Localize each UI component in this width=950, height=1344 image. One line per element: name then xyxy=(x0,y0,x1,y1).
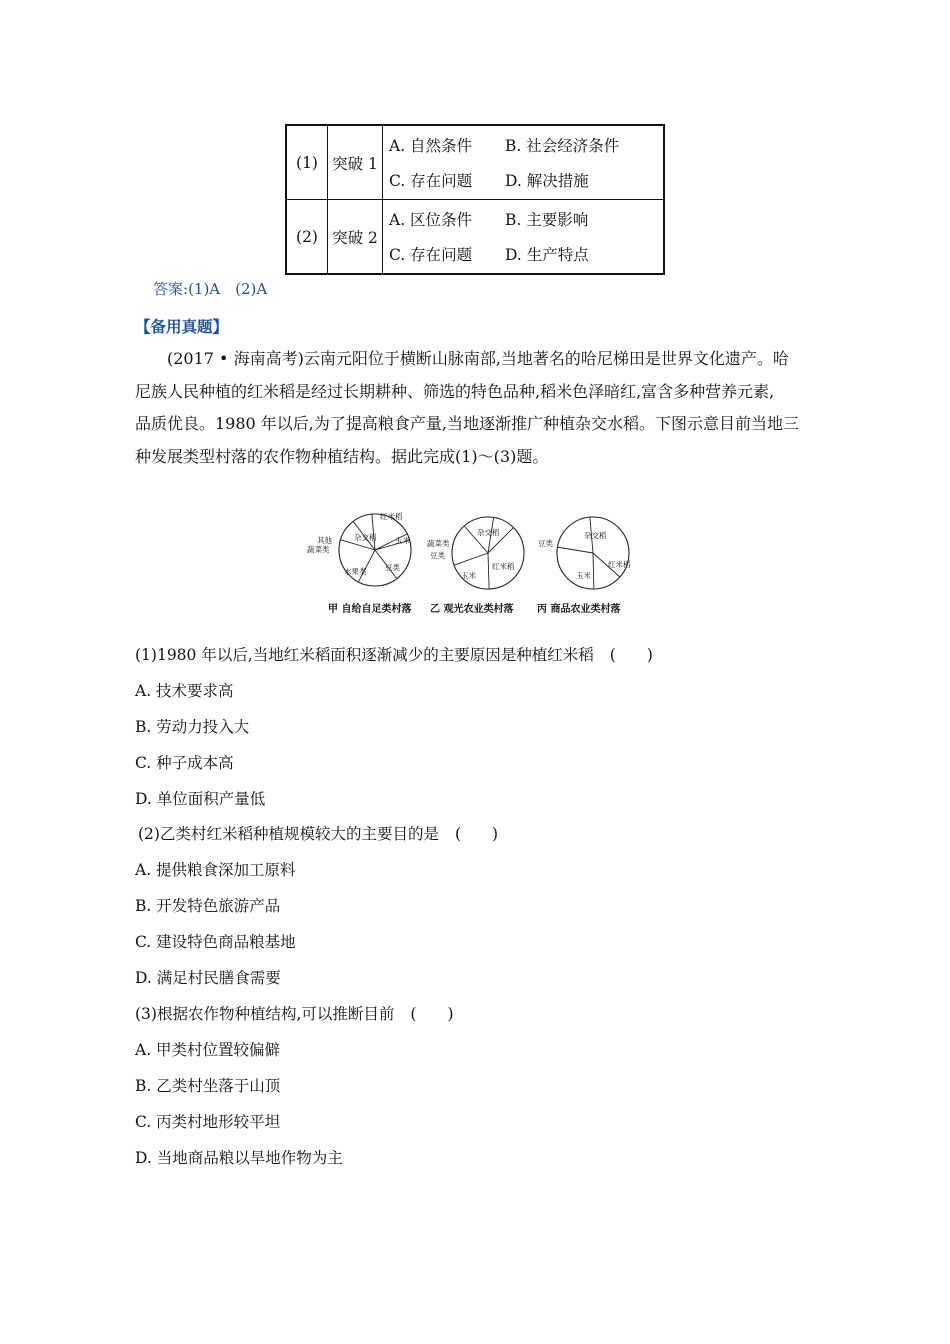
passage-line: 尼族人民种植的红米稻是经过长期耕种、筛选的特色品种,稻米色泽暗红,富含多种营养元素, xyxy=(135,381,775,401)
pie-slice-label: 水果类 xyxy=(344,567,367,576)
choice-d: D. 解决措施 xyxy=(505,172,589,190)
row-label: 突破 1 xyxy=(328,125,383,200)
row-label: 突破 2 xyxy=(328,200,383,275)
answer-paren: ( ) xyxy=(609,646,653,664)
question-stem xyxy=(135,643,653,665)
pie-chart-title: 丙 商品农业类村落 xyxy=(537,604,621,615)
choices-cell xyxy=(383,125,665,200)
option-b: B. 劳动力投入大 xyxy=(135,718,250,736)
choice-c: C. 存在问题 xyxy=(389,172,473,190)
answer-line xyxy=(153,278,267,299)
pie-slice-label: 蔬菜类 xyxy=(307,545,330,554)
choice-b: B. 社会经济条件 xyxy=(505,137,620,155)
option-b: B. 开发特色旅游产品 xyxy=(135,897,281,915)
pie-slice-label: 其他 xyxy=(317,536,332,545)
pie-slice-label: 玉米 xyxy=(576,571,591,580)
options-table xyxy=(285,124,665,275)
table-row xyxy=(286,125,664,200)
pie-slice-label: 杂交稻 xyxy=(354,533,377,542)
pie-slice-label: 豆类 xyxy=(385,563,400,572)
question-stem xyxy=(135,1002,454,1024)
pie-slice-label: 红米稻 xyxy=(492,562,515,571)
row-number: (1) xyxy=(286,125,328,200)
choice-d: D. 生产特点 xyxy=(505,246,589,264)
pie-slice-label: 杂交稻 xyxy=(584,531,607,540)
option-c: C. 种子成本高 xyxy=(135,754,234,772)
pie-chart-title: 乙 观光农业类村落 xyxy=(430,604,514,615)
pie-charts-figure xyxy=(300,508,650,620)
answer-paren: ( ) xyxy=(454,825,499,843)
option-a: A. 甲类村位置较偏僻 xyxy=(135,1041,281,1059)
row-number: (2) xyxy=(286,200,328,275)
choice-a: A. 自然条件 xyxy=(389,137,473,155)
passage-line: (2017 • 海南高考)云南元阳位于横断山脉南部,当地著名的哈尼梯田是世界文化遗产。哈 xyxy=(167,349,789,368)
choice-a: A. 区位条件 xyxy=(389,211,473,229)
choices-cell xyxy=(383,200,665,275)
option-b: B. 乙类村坐落于山顶 xyxy=(135,1077,281,1095)
pie-slice-label: 蔬菜类 xyxy=(427,539,450,548)
option-d: D. 满足村民膳食需要 xyxy=(135,969,281,987)
choice-b: B. 主要影响 xyxy=(505,211,589,229)
answer-text: (1)A (2)A xyxy=(188,280,268,298)
question-text: (1)1980 年以后,当地红米稻面积逐渐减少的主要原因是种植红米稻 xyxy=(135,646,594,664)
option-c: C. 丙类村地形较平坦 xyxy=(135,1113,281,1131)
answer-paren: ( ) xyxy=(410,1005,454,1023)
passage-line: 品质优良。1980 年以后,为了提高粮食产量,当地逐渐推广种植杂交水稻。下图示意目前当地三 xyxy=(135,414,799,433)
pie-slice-label: 豆类 xyxy=(430,551,445,560)
option-c: C. 建设特色商品粮基地 xyxy=(135,933,296,951)
pie-chart-title: 甲 自给自足类村落 xyxy=(328,604,412,615)
option-d: D. 单位面积产量低 xyxy=(135,790,266,808)
option-d: D. 当地商品粮以旱地作物为主 xyxy=(135,1149,343,1167)
option-a: A. 提供粮食深加工原料 xyxy=(135,861,296,879)
pie-slice-label: 红米稻 xyxy=(608,560,631,569)
pie-slice-label: 玉米 xyxy=(461,571,476,580)
question-stem xyxy=(138,822,498,844)
question-text: (3)根据农作物种植结构,可以推断目前 xyxy=(135,1005,395,1023)
question-text: (2)乙类村红米稻种植规模较大的主要目的是 xyxy=(138,825,439,843)
pie-slice-label: 红米稻 xyxy=(380,512,403,521)
pie-slice-label: 玉米 xyxy=(395,536,410,545)
section-title: 【备用真题】 xyxy=(135,317,229,336)
answer-label: 答案: xyxy=(153,280,189,298)
passage-line: 种发展类型村落的农作物种植结构。据此完成(1)～(3)题。 xyxy=(135,446,549,466)
passage xyxy=(135,343,827,473)
pie-slice-label: 豆类 xyxy=(538,539,553,548)
choice-c: C. 存在问题 xyxy=(389,246,473,264)
pie-slice-label: 杂交稻 xyxy=(477,528,500,537)
table-row xyxy=(286,200,664,275)
option-a: A. 技术要求高 xyxy=(135,682,234,700)
